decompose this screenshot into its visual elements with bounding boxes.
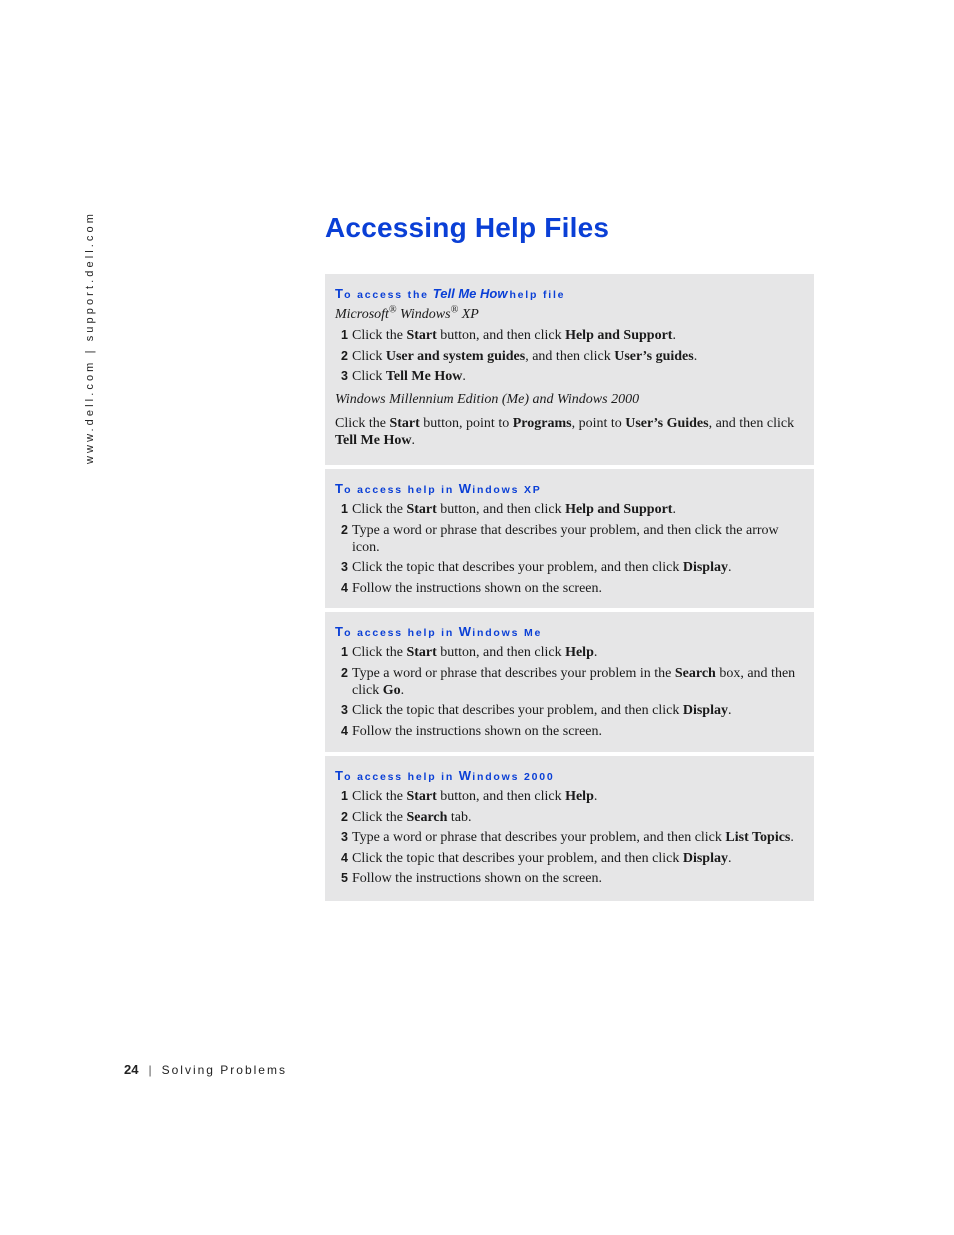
- os-label-me-2000: Windows Millennium Edition (Me) and Windows 2000: [335, 392, 640, 407]
- page-number: 24: [124, 1062, 139, 1077]
- section-title: To access help in Windows 2000: [335, 768, 555, 783]
- list-item: 1 Click the Start button, and then click Help.: [341, 789, 598, 804]
- list-item: 3 Click the topic that describes your problem, and then click Display.: [341, 703, 732, 718]
- list-item: 4 Follow the instructions shown on the screen.: [341, 723, 603, 739]
- section-windows-me: [325, 612, 814, 752]
- section-title-text: o access the: [344, 289, 429, 301]
- page-footer: [124, 1062, 287, 1077]
- list-item: 3 Click Tell Me How.: [341, 369, 466, 384]
- section-windows-xp: [325, 469, 814, 608]
- list-item: 4 Click the topic that describes your problem, and then click Display.: [341, 850, 732, 866]
- list-item: 1 Click the Start button, and then click Help and Support.: [341, 328, 676, 343]
- chapter-title: Solving Problems: [161, 1063, 287, 1077]
- list-item: 4 Follow the instructions shown on the screen.: [341, 580, 603, 596]
- list-item: 3 Click the topic that describes your problem, and then click Display.: [341, 560, 732, 575]
- section-title: [335, 286, 804, 302]
- section-tell-me-how: [325, 274, 814, 465]
- side-url: www.dell.com | support.dell.com: [84, 210, 96, 464]
- page-title: Accessing Help Files: [325, 212, 610, 243]
- list-item: 1 Click the Start button, and then click Help and Support.: [341, 502, 676, 517]
- os-label-xp: Microsoft® Windows® XP: [335, 304, 479, 322]
- footer-separator: |: [148, 1063, 152, 1077]
- section-title-cap: T: [335, 286, 345, 301]
- list-item: 5 Follow the instructions shown on the screen.: [341, 871, 603, 886]
- section-title-end: help file: [509, 289, 566, 301]
- list-item: 2 Type a word or phrase that describes your problem in the Search box, and then click Go.: [341, 665, 796, 698]
- section-title-italic: Tell Me How: [432, 286, 508, 301]
- list-item: 2 Click the Search tab.: [341, 809, 472, 825]
- section-windows-2000: [325, 756, 814, 901]
- list-item: 2 Type a word or phrase that describes your problem, and then click the arrow icon.: [341, 522, 779, 555]
- section-title: To access help in Windows Me: [335, 624, 543, 639]
- list-item: 1 Click the Start button, and then click Help.: [341, 645, 598, 660]
- list-item: 3 Type a word or phrase that describes your problem, and then click List Topics.: [341, 830, 794, 845]
- list-item: 2 Click User and system guides, and then click User’s guides.: [341, 348, 698, 364]
- paragraph: Click the Start button, point to Programs, point to User’s Guides, and then click Tell Me How.: [335, 416, 795, 448]
- section-title: To access help in Windows XP: [335, 481, 542, 496]
